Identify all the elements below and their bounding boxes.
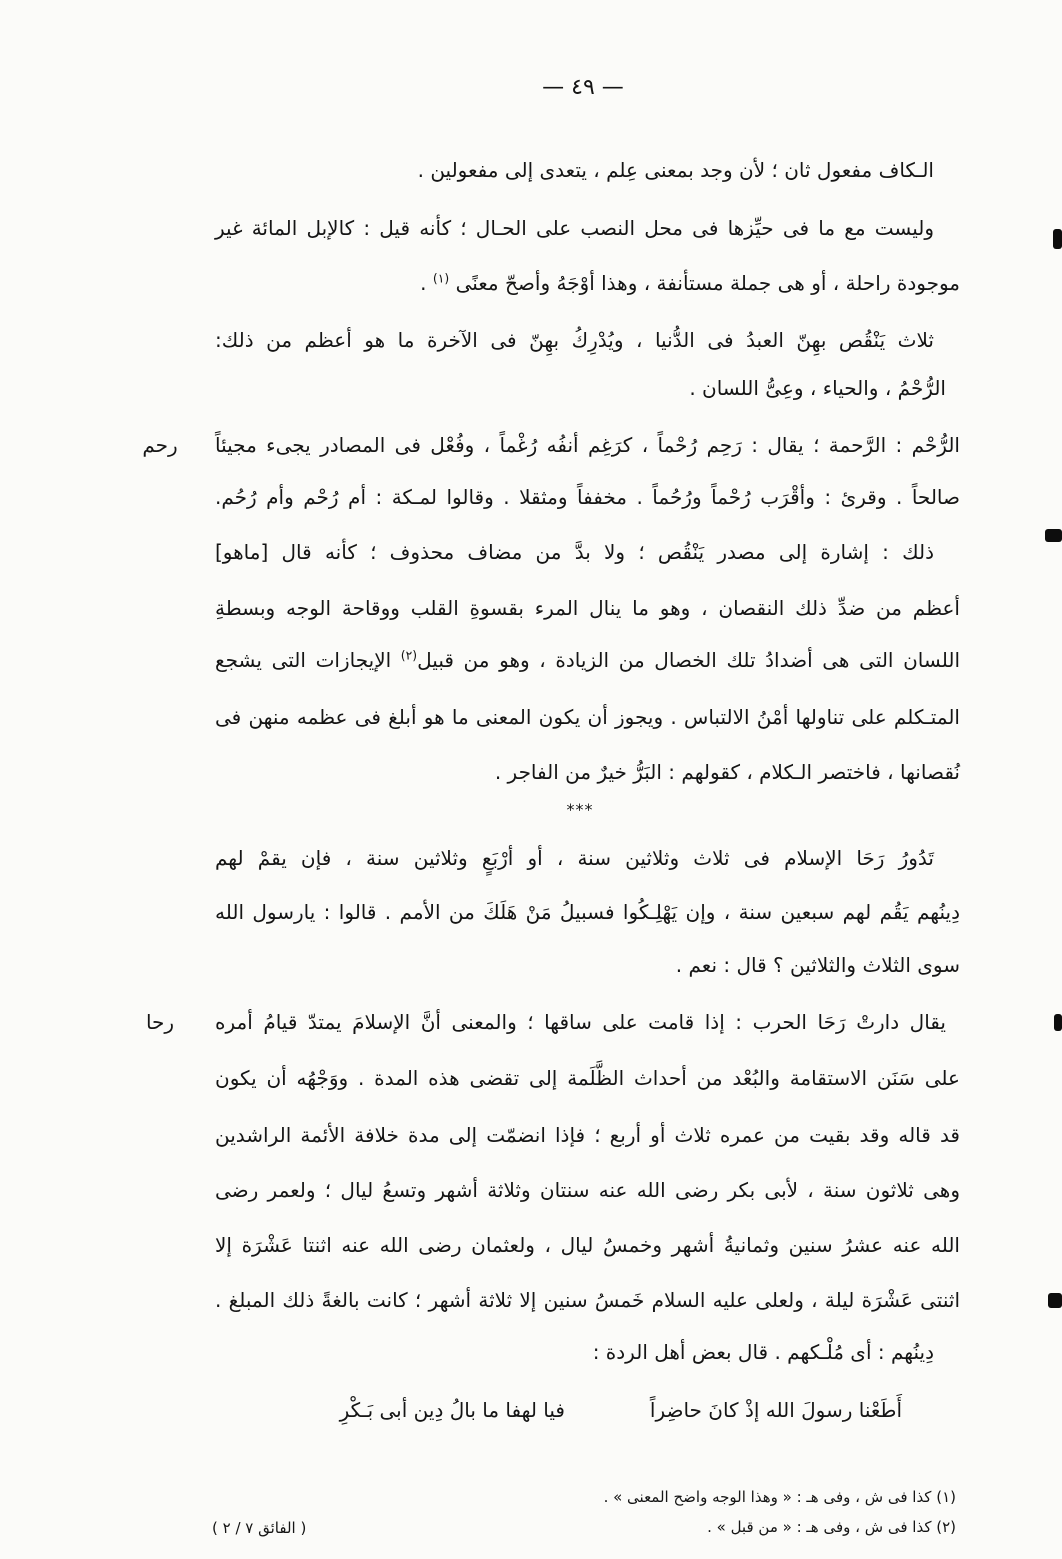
text-line: ذلك : إشارة إلى مصدر يَنْقُص ؛ ولا بدَّ من مضاف محذوف ؛ كأنه قال [ماهو] [215, 540, 934, 564]
text-line: الـكاف مفعول ثان ؛ لأن وجد بمعنى عِلم ، يتعدى إلى مفعولين . [417, 158, 934, 182]
text-line: على سَنَن الاستقامة والبُعْد من أحداث الظَّلَمة إلى تقضى هذه المدة . ووَجْهُه أن يكون [215, 1066, 960, 1090]
page-number: — ٤٩ — [542, 75, 624, 100]
footnote: (١) كذا فى ش ، وفى هـ : « وهذا الوجه واضح المعنى » . [603, 1488, 956, 1506]
text-line: دِينُهم يَقُم لهم سبعين سنة ، وإن يَهْلِـكُوا فسبيلُ مَنْ هَلَكَ من الأمم . قالوا : يارسول الله [215, 900, 960, 924]
scan-mark [1054, 1014, 1062, 1031]
text-line: قد قاله وقد بقيت من عمره ثلاث أو أربع ؛ فإذا انضمّت إلى مدة خلافة الأئمة الراشدين [215, 1123, 960, 1147]
text-line: تَدُورُ رَحَا الإسلام فى ثلاث وثلاثين سنة ، أو أرْبَعٍ وثلاثين سنة ، فإن يقمْ لهم [215, 846, 934, 870]
text-line [215, 643, 960, 677]
margin-note-headword: رحا [145, 1010, 175, 1034]
poem-second-hemistich: فيا لهفا ما بالُ دِين أبى بَـكْرِ [339, 1398, 565, 1422]
text-segment: اللسان التى هى أضدادُ تلك الخصال من الزيادة ، وهو من قبيل [417, 648, 960, 672]
poem-first-hemistich: أَطَعْنا رسولَ الله إذْ كانَ حاضِراً [649, 1398, 902, 1422]
scan-mark [1045, 529, 1062, 542]
text-line: يقال دارتْ رَحَا الحرب : إذا قامت على ساقها ؛ والمعنى أنَّ الإسلامَ يمتدّ قيامُ أمره [215, 1010, 946, 1034]
text-line: وهى ثلاثون سنة ، لأبى بكر رضى الله عنه سنتان وثلاثة أشهر وتسعُ ليال ؛ ولعمر رضى [215, 1178, 960, 1202]
scan-mark [1048, 1293, 1062, 1308]
text-segment: . [420, 271, 433, 295]
footnote-ref: (١) [432, 270, 450, 286]
printer-signature: ( الفائق ٧ / ٢ ) [212, 1519, 307, 1537]
text-line: صالحاً . وقرئ : وأقْرَب رُحْماً ورُحُماً . مخففاً ومثقلا . وقالوا لمـكة : أم رُحْم وأم رُحُم. [215, 485, 960, 509]
text-line: ثلاث يَنْقُص بهِنّ العبدُ فى الدُّنيا ، ويُدْرِكُ بهِنّ فى الآخرة ما هو أعظم من ذلك: [215, 328, 934, 352]
footnote: (٢) كذا فى ش ، وفى هـ : « من قبل » . [707, 1518, 956, 1536]
text-line: الرُّحْم : الرَّحمة ؛ يقال : رَحِم رُحْماً ، كرَغِم أنفُه رُغْماً ، وفُعْل فى المصادر يجىء مجيئاً [215, 433, 960, 457]
text-line: وليست مع ما فى حيِّزها فى محل النصب على الحـال ؛ كأنه قيل : كالإبل المائة غير [215, 216, 934, 240]
text-segment: الإيجازات التى يشجع [215, 648, 401, 672]
footnote-ref: (٢) [400, 647, 418, 663]
text-line: دِينُهم : أى مُلْـكهم . قال بعض أهل الردة : [592, 1340, 934, 1364]
text-segment: موجودة راحلة ، أو هى جملة مستأنفة ، وهذا أوْجَهُ وأصحّ معنًى [449, 271, 960, 295]
margin-note-headword: رحم [142, 433, 178, 457]
text-line: سوى الثلاث والثلاثين ؟ قال : نعم . [675, 953, 960, 977]
text-line: الله عنه عشرُ سنين وثمانيةُ أشهر وخمسُ ليال ، ولعثمان رضى الله عنه اثنتا عَشْرَة إلا [215, 1233, 960, 1257]
text-line: نُقصانها ، فاختصر الـكلام ، كقولهم : البَرُّ خيرٌ من الفاجر . [494, 760, 960, 784]
text-line [215, 266, 960, 300]
scan-mark [1053, 229, 1062, 249]
text-line: اثنتى عَشْرَة ليلة ، ولعلى عليه السلام خَمسُ سنين إلا ثلاثة أشهر ؛ كانت بالغةً ذلك المبلغ . [215, 1288, 960, 1312]
section-separator: *** [566, 800, 594, 819]
text-line: المتـكلم على تناولها أمْنُ الالتباس . ويجوز أن يكون المعنى ما هو أبلغ فى عظمه منهن فى [215, 705, 960, 729]
text-line: الرُّحْمُ ، والحياء ، وعِىُّ اللسان . [689, 376, 946, 400]
text-line: أعظم من ضدِّ ذلك النقصان ، وهو ما ينال المرء بقسوةِ القلب ووقاحة الوجه وبسطةِ [215, 596, 960, 620]
